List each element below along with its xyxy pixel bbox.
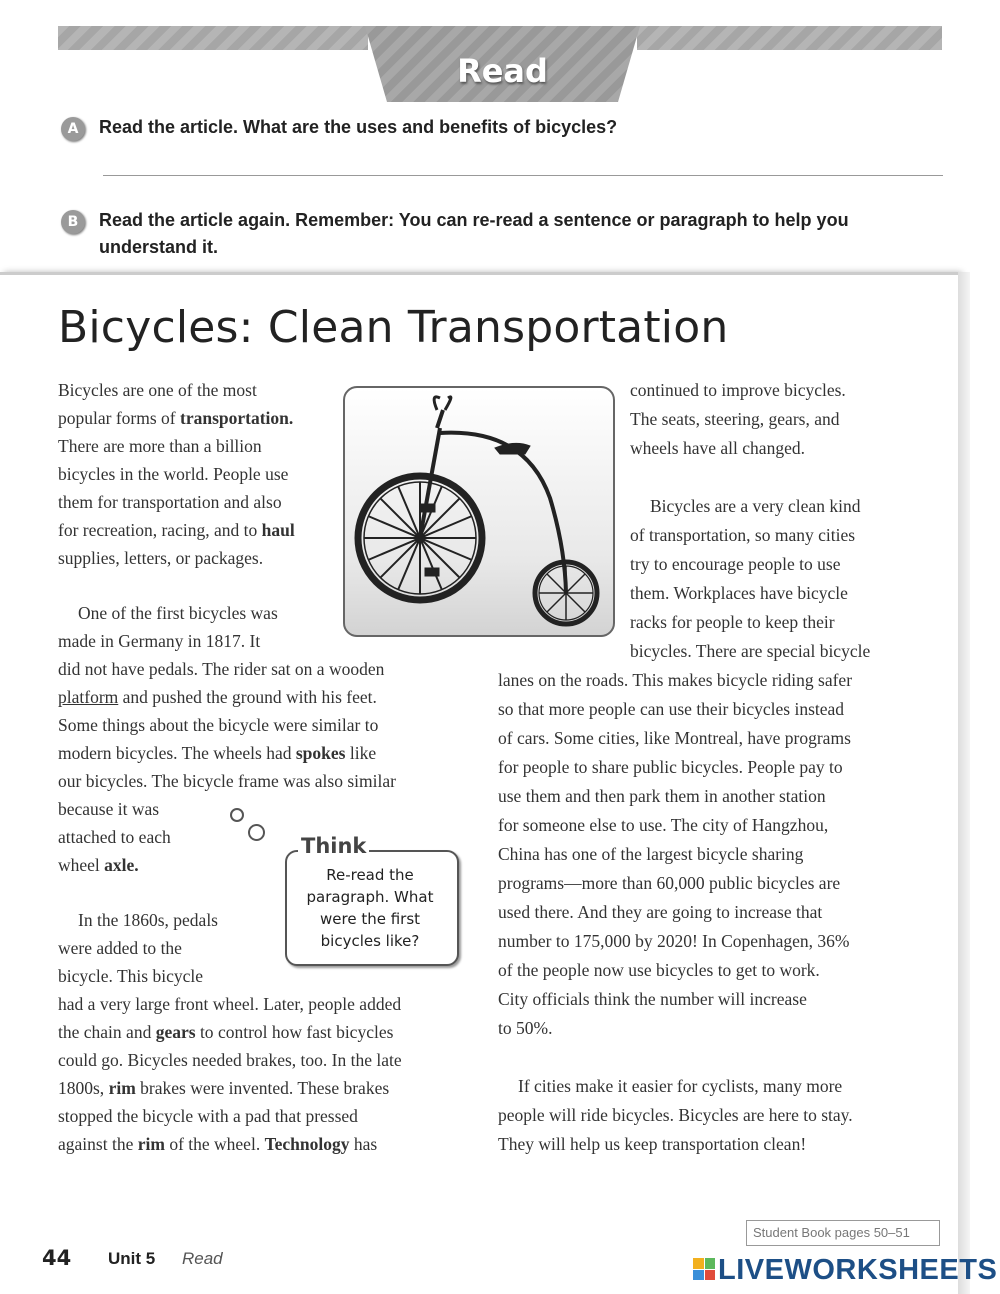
think-line: were the first	[319, 910, 421, 928]
article-line: for recreation, racing, and to haul	[58, 520, 295, 540]
footer-unit: Unit 5	[108, 1249, 156, 1268]
footer-section: Read	[182, 1249, 223, 1268]
article-line: against the rim of the wheel. Technology has	[58, 1134, 378, 1154]
article-line: them. Workplaces have bicycle	[630, 583, 848, 603]
answer-line[interactable]	[103, 175, 943, 176]
instruction-a: Read the article. What are the uses and benefits of bicycles?	[99, 117, 618, 137]
article-line: for someone else to use. The city of Hangzhou,	[498, 815, 829, 835]
article-line: continued to improve bicycles.	[630, 380, 846, 400]
liveworksheets-watermark: LIVEWORKSHEETS	[718, 1254, 998, 1286]
article-line: for people to share public bicycles. People pay to	[498, 757, 843, 777]
article-line: made in Germany in 1817. It	[58, 631, 261, 651]
header-banner-left	[58, 26, 368, 50]
article-line: try to encourage people to use	[630, 554, 841, 574]
article-line: lanes on the roads. This makes bicycle riding safer	[498, 670, 853, 690]
instruction-b-line2: understand it.	[99, 237, 219, 257]
section-title: Read	[457, 52, 548, 90]
badge-b: B	[61, 210, 85, 234]
page-edge	[958, 272, 970, 1294]
thought-dot-small	[230, 808, 244, 822]
think-line: paragraph. What	[306, 888, 434, 906]
think-line: bicycles like?	[320, 932, 420, 950]
article-line: use them and then park them in another station	[498, 786, 826, 806]
article-line: Some things about the bicycle were similar to	[58, 715, 379, 735]
article-line: programs—more than 60,000 public bicycles are	[498, 873, 841, 893]
article-line: Bicycles are a very clean kind	[650, 496, 861, 516]
article-line: modern bicycles. The wheels had spokes like	[58, 743, 377, 763]
article-line: wheel axle.	[58, 855, 139, 875]
article-line: platform and pushed the ground with his feet.	[58, 687, 377, 707]
article-line: China has one of the largest bicycle sharing	[498, 844, 804, 864]
article-line: of transportation, so many cities	[630, 525, 856, 545]
article-line: stopped the bicycle with a pad that pressed	[58, 1106, 358, 1126]
article-line: did not have pedals. The rider sat on a wooden	[58, 659, 385, 679]
article-line: The seats, steering, gears, and	[630, 409, 840, 429]
article-line: There are more than a billion	[58, 436, 262, 456]
think-title: Think	[298, 834, 369, 858]
thought-dot-large	[248, 824, 265, 841]
article-line: In the 1860s, pedals	[78, 910, 218, 930]
article-line: wheels have all changed.	[630, 438, 805, 458]
article-line: City officials think the number will increase	[498, 989, 807, 1009]
article-line: were added to the	[58, 938, 182, 958]
article-line: supplies, letters, or packages.	[58, 548, 264, 568]
article-line: popular forms of transportation.	[58, 408, 294, 428]
article-line: of the people now use bicycles to get to work.	[498, 960, 820, 980]
penny-farthing-illustration	[343, 386, 615, 637]
article-line: of cars. Some cities, like Montreal, have programs	[498, 728, 851, 748]
article-line: bicycles in the world. People use	[58, 464, 289, 484]
article-line: bicycles. There are special bicycle	[630, 641, 871, 661]
article-line: because it was	[58, 799, 160, 819]
article-line: bicycle. This bicycle	[58, 966, 203, 986]
article-line: attached to each	[58, 827, 171, 847]
think-line: Re-read the	[326, 866, 414, 884]
liveworksheets-logo-icon	[693, 1258, 715, 1280]
pages-reference: Student Book pages 50–51	[746, 1220, 940, 1246]
article-line: used there. And they are going to increase that	[498, 902, 823, 922]
article-line: had a very large front wheel. Later, people added	[58, 994, 402, 1014]
article-line: the chain and gears to control how fast bicycles	[58, 1022, 394, 1042]
badge-a: A	[61, 117, 85, 141]
article-line: They will help us keep transportation clean!	[498, 1134, 807, 1154]
article-line: One of the first bicycles was	[78, 603, 278, 623]
article-line: them for transportation and also	[58, 492, 282, 512]
article-line: people will ride bicycles. Bicycles are here to stay.	[498, 1105, 853, 1125]
article-line: racks for people to keep their	[630, 612, 835, 632]
article-line: 1800s, rim brakes were invented. These brakes	[58, 1078, 390, 1098]
article-title: Bicycles: Clean Transportation	[58, 302, 729, 353]
think-prompt	[290, 864, 450, 952]
article-line: could go. Bicycles needed brakes, too. In the late	[58, 1050, 402, 1070]
article-line: so that more people can use their bicycles instead	[498, 699, 845, 719]
article-line: number to 175,000 by 2020! In Copenhagen, 36%	[498, 931, 850, 951]
instruction-b-line1: Read the article again. Remember: You can re-read a sentence or paragraph to help you	[99, 210, 849, 230]
article-line: Bicycles are one of the most	[58, 380, 257, 400]
page-number: 44	[42, 1246, 72, 1270]
article-line: If cities make it easier for cyclists, many more	[518, 1076, 843, 1096]
bicycle-icon	[345, 388, 613, 635]
article-line: to 50%.	[498, 1018, 553, 1038]
header-banner-right	[637, 26, 942, 50]
article-line: our bicycles. The bicycle frame was also similar	[58, 771, 396, 791]
